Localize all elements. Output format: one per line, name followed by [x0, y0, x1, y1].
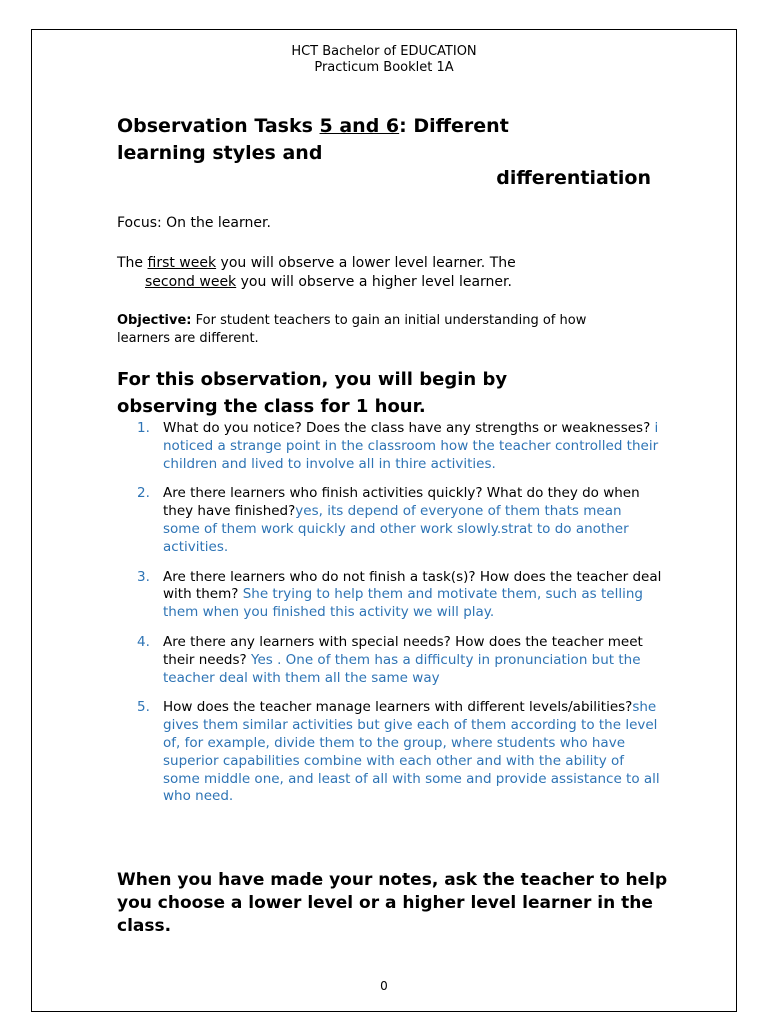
question-item-4 — [117, 634, 662, 687]
question-number: 3. — [137, 568, 150, 585]
question-number: 1. — [137, 420, 150, 436]
observation-heading-line2: observing the class for 1 hour. — [117, 396, 426, 417]
header-booklet: Practicum Booklet 1A — [314, 60, 454, 75]
answer-text: i noticed a strange point in the classroom how the teacher controlled their children and lived to involve all in thire activities. — [163, 420, 659, 472]
question-item-5 — [117, 699, 662, 806]
question-text: Are there learners who finish activities quickly? What do they do when they have finished? — [163, 485, 640, 520]
question-text: What do you notice? Does the class have any strengths or weaknesses? — [163, 420, 651, 436]
answer-text: she gives them similar activities but give each of them according to the level of, for example, divide them to the group, where students who have superior capabilities combine with each other and with the ability of some middle one, and least of all with some and provide assistance to all who need. — [163, 699, 660, 805]
question-item-2 — [117, 485, 662, 556]
objective-line2: learners are different. — [117, 331, 259, 346]
question-number: 5. — [137, 699, 150, 716]
page-title-line2: learning styles and — [117, 142, 323, 164]
closing-instruction: When you have made your notes, ask the teacher to help you choose a lower level or a higher level learner in the class. — [117, 870, 668, 936]
focus-text: Focus: On the learner. — [117, 215, 271, 231]
page-number: 0 — [380, 979, 388, 993]
question-item-1 — [117, 420, 662, 473]
answer-text: Yes . One of them has a difficulty in pronunciation but the teacher deal with them all the same way — [163, 651, 641, 686]
question-text: Are there any learners with special needs? How does the teacher meet their needs? — [163, 633, 643, 668]
question-text: Are there learners who do not finish a task(s)? How does the teacher deal with them? — [163, 568, 662, 603]
page-title-line3: differentiation — [496, 167, 651, 189]
observation-heading-line1: For this observation, you will begin by — [117, 369, 508, 390]
question-text: How does the teacher manage learners with different levels/abilities? — [163, 699, 633, 716]
header-program: HCT Bachelor of EDUCATION — [291, 44, 477, 59]
objective-label: Objective: — [117, 313, 192, 328]
objective-line1: Objective: For student teachers to gain an initial understanding of how — [117, 313, 587, 328]
page-title-line1: Observation Tasks 5 and 6: Different — [117, 115, 509, 137]
weeks-line1: The first week you will observe a lower level learner. The — [117, 255, 516, 271]
question-item-3 — [117, 569, 662, 622]
question-number: 4. — [137, 633, 150, 650]
answer-text: She trying to help them and motivate them, such as telling them when you finished this activity we will play. — [163, 586, 643, 621]
question-list — [117, 420, 662, 806]
weeks-line2: second week you will observe a higher level learner. — [145, 274, 512, 290]
question-number: 2. — [137, 485, 150, 502]
answer-text: yes, its depend of everyone of them thats mean some of them work quickly and other work slowly.strat to do another activities. — [163, 503, 629, 555]
